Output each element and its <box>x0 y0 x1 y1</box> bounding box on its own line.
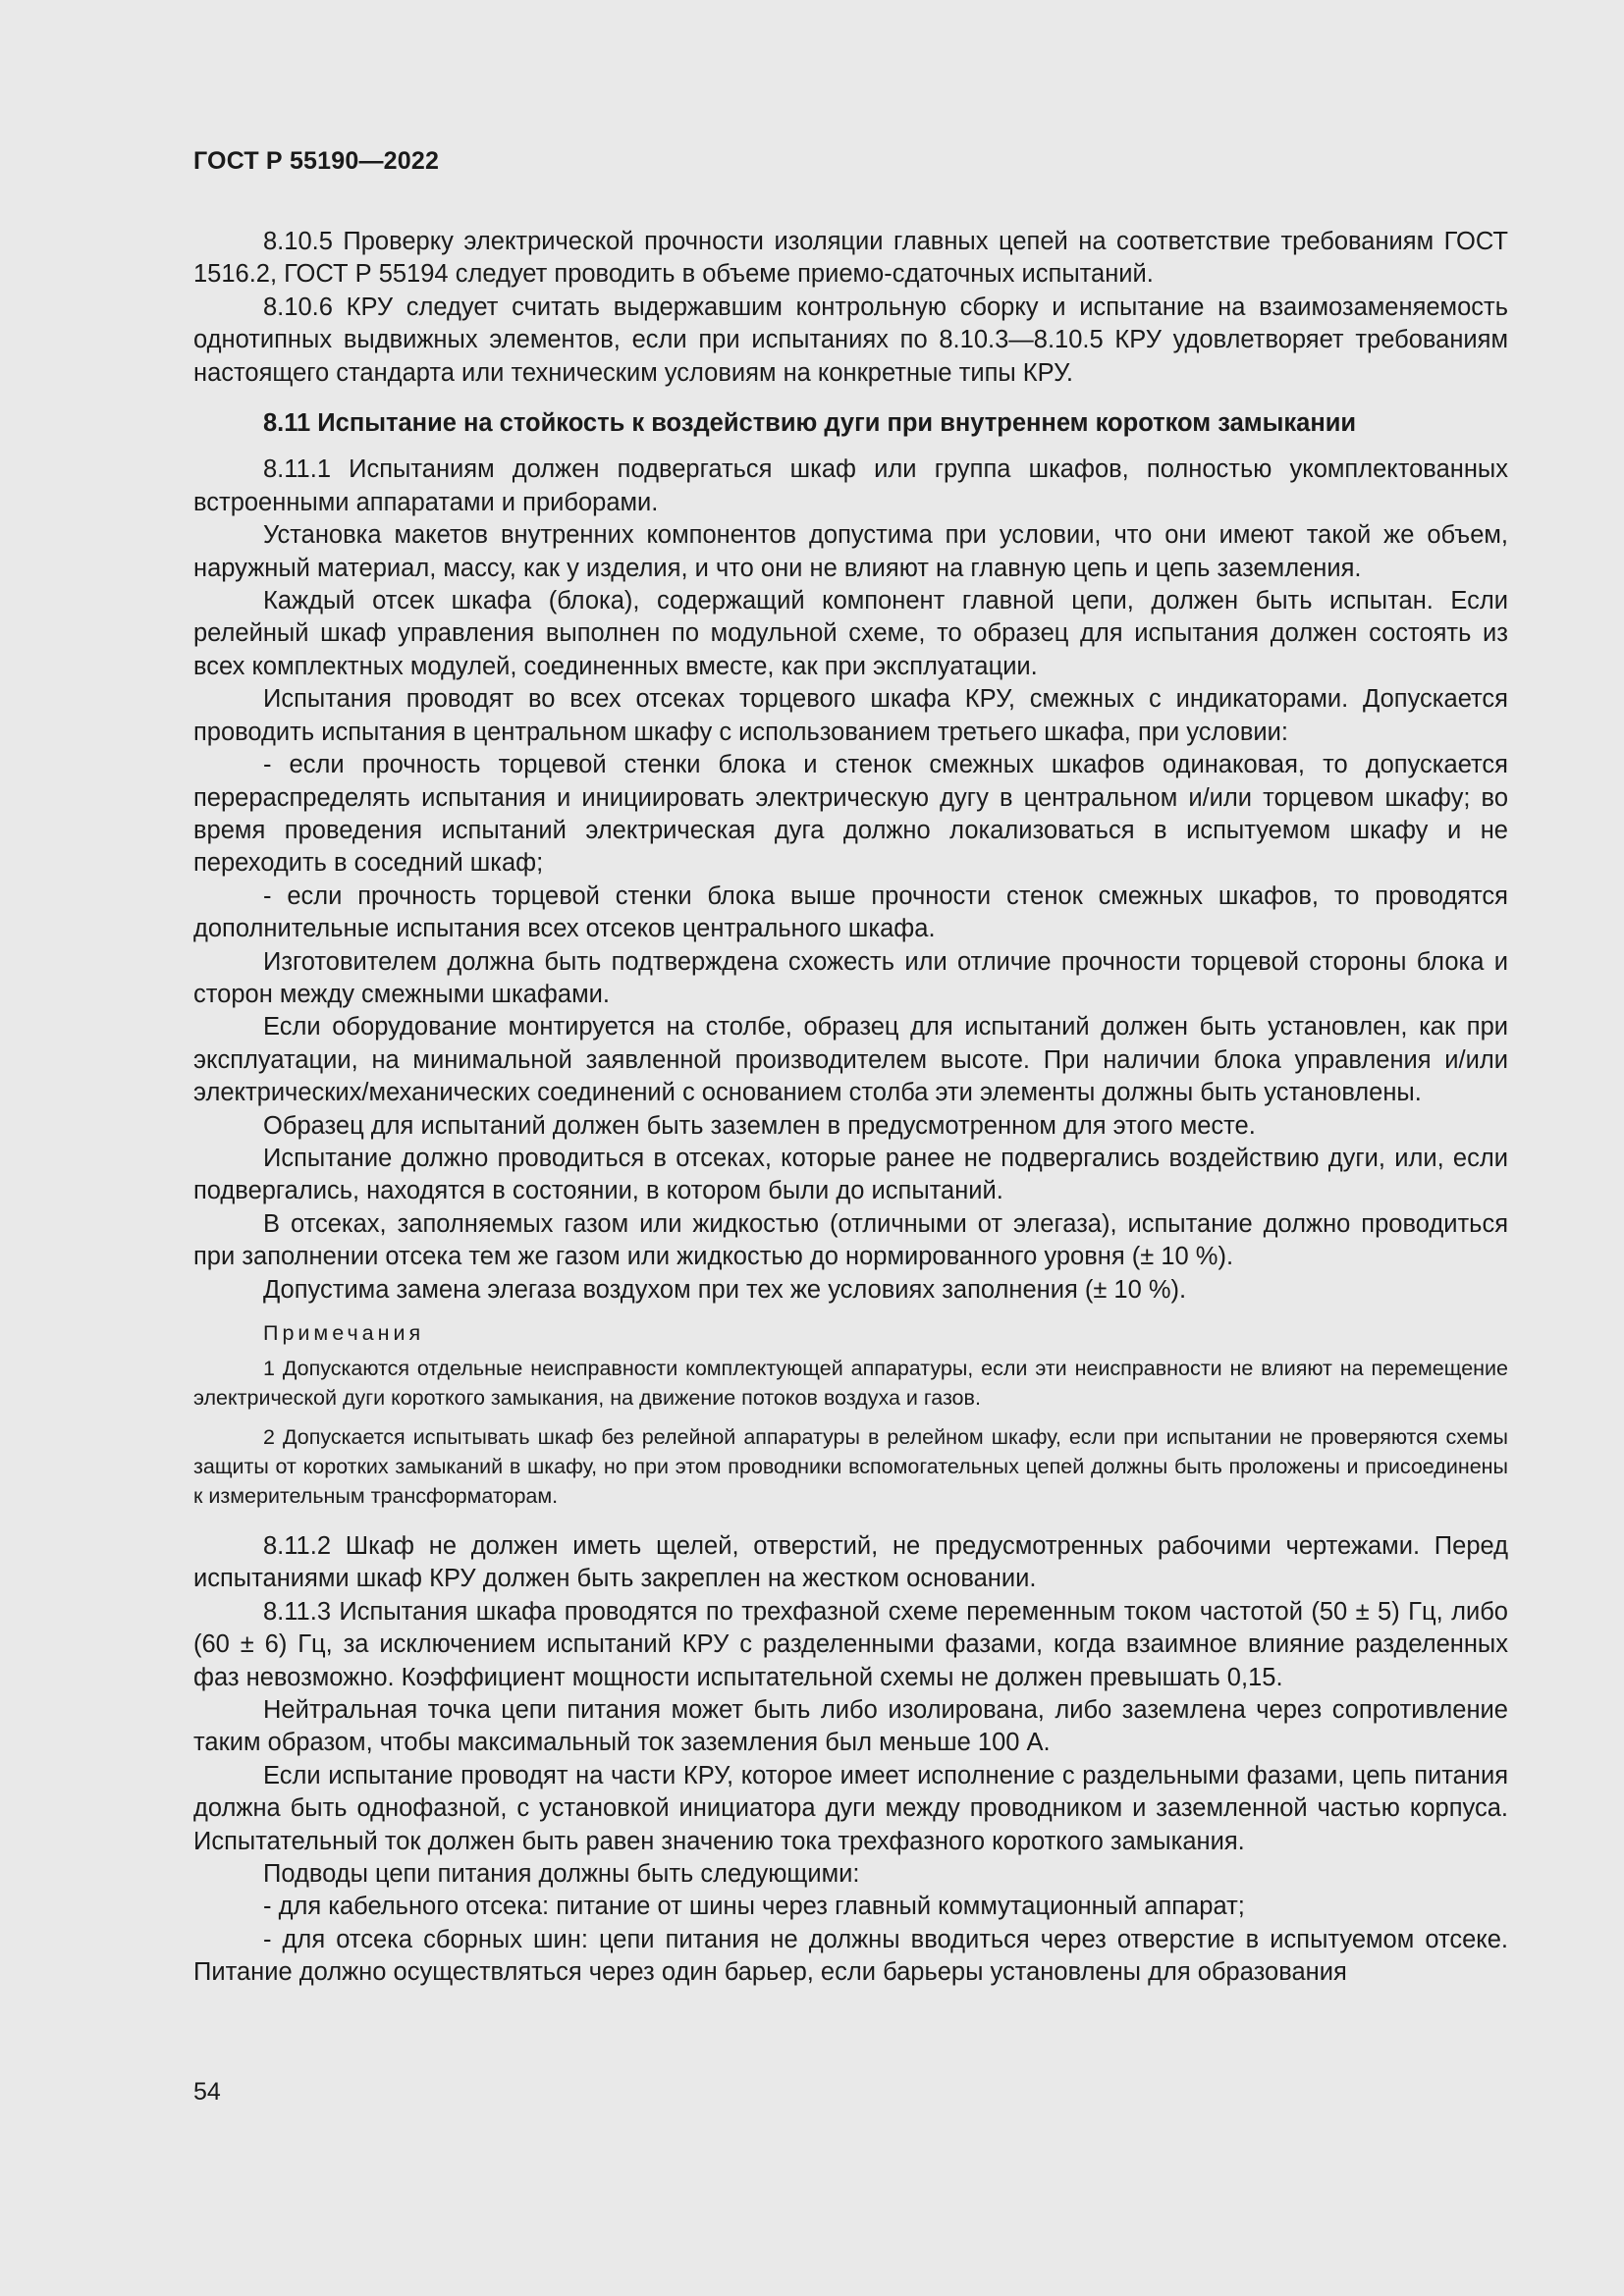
paragraph: Нейтральная точка цепи питания может быть либо изолирована, либо заземлена через сопротивление таким образом, чтобы максимальный ток заземления был меньше 100 А. <box>193 1696 1508 1757</box>
paragraph: 8.11.1 Испытаниям должен подвергаться шкаф или группа шкафов, полностью укомплектованных встроенными аппаратами и приборами. <box>193 455 1508 516</box>
paragraph-8-10-6: 8.10.6 КРУ следует считать выдержавшим контрольную сборку и испытание на взаимозаменяемость однотипных выдвижных элементов, если при испытаниях по 8.10.3—8.10.5 КРУ удовлетворяет требованиям настоящего стандарта или техническим условиям на конкретные типы КРУ. <box>193 293 1508 387</box>
paragraph: Испытания проводят во всех отсеках торцевого шкафа КРУ, смежных с индикаторами. Допускается проводить испытания в центральном шкафу с использованием третьего шкафа, при условии: <box>193 685 1508 746</box>
list-item: - для отсека сборных шин: цепи питания не должны вводиться через отверстие в испытуемом отсеке. Питание должно осуществляться через один барьер, если барьеры установлены для образования <box>193 1925 1508 1987</box>
document-header: ГОСТ Р 55190—2022 <box>193 147 440 175</box>
paragraph: Образец для испытаний должен быть заземлен в предусмотренном для этого месте. <box>263 1111 1256 1140</box>
spacer <box>193 1521 1508 1530</box>
note-item: 2 Допускается испытывать шкаф без релейной аппаратуры в релейном шкафу, если при испытании не проверяются схемы защиты от коротких замыканий в шкафу, но при этом проводники вспомогательных цепей должны быть проложены и присоединены к измерительным трансформаторам. <box>193 1425 1508 1508</box>
list-item: - если прочность торцевой стенки блока и стенок смежных шкафов одинаковая, то допускается перераспределять испытания и инициировать электрическую дугу в центральном и/или торцевом шкафу; во время проведения испытаний электрическая дуга должно локализоваться в испытуемом шкафу и не переходить в соседний шкаф; <box>193 751 1508 878</box>
paragraph: Допустима замена элегаза воздухом при тех же условиях заполнения (± 10 %). <box>263 1275 1187 1304</box>
paragraph: В отсеках, заполняемых газом или жидкостью (отличными от элегаза), испытание должно проводиться при заполнении отсека тем же газом или жидкостью до нормированного уровня (± 10 %). <box>193 1209 1508 1271</box>
notes-heading: Примечания <box>263 1321 425 1345</box>
section-heading-8-11: 8.11 Испытание на стойкость к воздействию дуги при внутреннем коротком замыкании <box>263 409 1357 438</box>
note-item: 1 Допускаются отдельные неисправности комплектующей аппаратуры, если эти неисправности не влияют на перемещение электрической дуги короткого замыкания, на движение потоков воздуха и газов. <box>193 1357 1508 1410</box>
list-item: - для кабельного отсека: питание от шины через главный коммутационный аппарат; <box>263 1893 1245 1921</box>
paragraph: Подводы цепи питания должны быть следующими: <box>263 1860 860 1889</box>
page-number: 54 <box>193 2078 221 2106</box>
paragraph-8-11-2: 8.11.2 Шкаф не должен иметь щелей, отверстий, не предусмотренных рабочими чертежами. Перед испытаниями шкаф КРУ должен быть закреплен на жестком основании. <box>193 1532 1508 1593</box>
paragraph: Изготовителем должна быть подтверждена схожесть или отличие прочности торцевой стороны блока и сторон между смежными шкафами. <box>193 947 1508 1008</box>
paragraph: Каждый отсек шкафа (блока), содержащий компонент главной цепи, должен быть испытан. Если релейный шкаф управления выполнен по модульной схеме, то образец для испытания должен состоять из всех комплектных модулей, соединенных вместе, как при эксплуатации. <box>193 587 1508 680</box>
paragraph: Установка макетов внутренних компонентов допустима при условии, что они имеют такой же объем, наружный материал, массу, как у изделия, и что они не влияют на главную цепь и цепь заземления. <box>193 521 1508 582</box>
paragraph: Если испытание проводят на части КРУ, которое имеет исполнение с раздельными фазами, цепь питания должна быть однофазной, с установкой инициатора дуги между проводником и заземленной частью корпуса. Испытательный ток должен быть равен значению тока трехфазного короткого замыкания. <box>193 1761 1508 1855</box>
paragraph-8-10-5: 8.10.5 Проверку электрической прочности изоляции главных цепей на соответствие требованиям ГОСТ 1516.2, ГОСТ Р 55194 следует проводить в объеме приемо-сдаточных испытаний. <box>193 228 1508 289</box>
paragraph-8-11-3: 8.11.3 Испытания шкафа проводятся по трехфазной схеме переменным током частотой (50 ± 5) Гц, либо (60 ± 6) Гц, за исключением испытаний КРУ с разделенными фазами, когда взаимное влияние разделенных фаз невозможно. Коэффициент мощности испытательной схемы не должен превышать 0,15. <box>193 1597 1508 1691</box>
paragraph: Если оборудование монтируется на столбе, образец для испытаний должен быть установлен, как при эксплуатации, на минимальной заявленной производителем высоте. При наличии блока управления и/или электрических/механических соединений с основанием столба эти элементы должны быть установлены. <box>193 1013 1508 1107</box>
list-item: - если прочность торцевой стенки блока выше прочности стенок смежных шкафов, то проводятся дополнительные испытания всех отсеков центрального шкафа. <box>193 881 1508 943</box>
body-text <box>193 226 1508 1990</box>
paragraph: Испытание должно проводиться в отсеках, которые ранее не подвергались воздействию дуги, или, если подвергались, находятся в состоянии, в котором были до испытаний. <box>193 1144 1508 1205</box>
